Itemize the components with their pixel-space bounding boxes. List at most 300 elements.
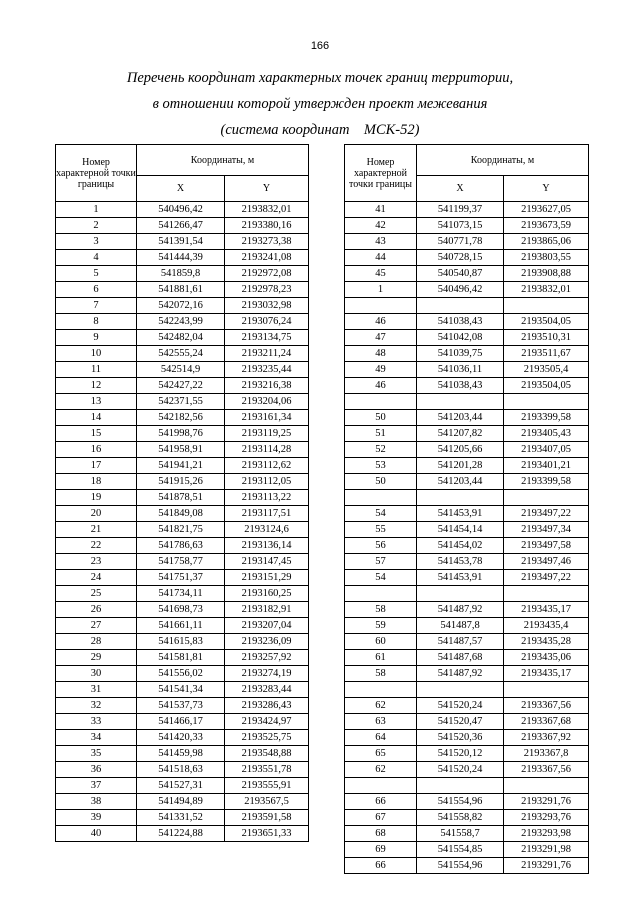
table-row [345, 394, 589, 410]
cell-y: 2193236,09 [225, 634, 309, 650]
cell-point-number: 32 [56, 698, 137, 714]
cell-y: 2193241,08 [225, 250, 309, 266]
cell-point-number: 69 [345, 842, 417, 858]
table-row [345, 730, 589, 746]
cell-point-number: 40 [56, 826, 137, 842]
cell-x [417, 490, 504, 506]
cell-x: 541487,8 [417, 618, 504, 634]
cell-point-number: 65 [345, 746, 417, 762]
cell-x: 541520,12 [417, 746, 504, 762]
cell-point-number: 63 [345, 714, 417, 730]
table-row [345, 442, 589, 458]
table-row [56, 762, 309, 778]
cell-x: 540771,78 [417, 234, 504, 250]
table-row [345, 602, 589, 618]
table-row [345, 762, 589, 778]
cell-y: 2193112,05 [225, 474, 309, 490]
cell-y: 2193567,5 [225, 794, 309, 810]
cell-y: 2193160,25 [225, 586, 309, 602]
table-row [56, 666, 309, 682]
column-header-y: Y [504, 176, 589, 202]
cell-x: 541487,92 [417, 602, 504, 618]
cell-point-number [345, 394, 417, 410]
cell-x: 541073,15 [417, 218, 504, 234]
cell-y: 2193435,17 [504, 602, 589, 618]
cell-point-number: 7 [56, 298, 137, 314]
cell-y: 2193525,75 [225, 730, 309, 746]
cell-point-number: 41 [345, 202, 417, 218]
cell-y: 2193551,78 [225, 762, 309, 778]
column-header-x: X [417, 176, 504, 202]
table-row [56, 602, 309, 618]
cell-point-number: 24 [56, 570, 137, 586]
cell-y: 2193114,28 [225, 442, 309, 458]
cell-point-number: 5 [56, 266, 137, 282]
table-body-left [56, 202, 309, 842]
cell-y: 2193401,21 [504, 458, 589, 474]
cell-x: 541203,44 [417, 410, 504, 426]
cell-y: 2193504,05 [504, 378, 589, 394]
table-row [56, 506, 309, 522]
cell-y: 2193274,19 [225, 666, 309, 682]
cell-y [504, 682, 589, 698]
cell-point-number: 31 [56, 682, 137, 698]
cell-y: 2193407,05 [504, 442, 589, 458]
cell-y: 2193435,17 [504, 666, 589, 682]
cell-x [417, 778, 504, 794]
table-row [345, 794, 589, 810]
cell-x: 541039,75 [417, 346, 504, 362]
cell-x: 542182,56 [137, 410, 225, 426]
cell-point-number: 62 [345, 762, 417, 778]
cell-point-number [345, 586, 417, 602]
cell-point-number: 53 [345, 458, 417, 474]
cell-y: 2193367,56 [504, 698, 589, 714]
table-row [345, 330, 589, 346]
cell-x: 541958,91 [137, 442, 225, 458]
table-row [345, 858, 589, 874]
table-row [56, 730, 309, 746]
cell-y: 2193286,43 [225, 698, 309, 714]
cell-y: 2193235,44 [225, 362, 309, 378]
table-row [56, 474, 309, 490]
cell-point-number: 49 [345, 362, 417, 378]
cell-y: 2193207,04 [225, 618, 309, 634]
table-row [345, 746, 589, 762]
cell-y: 2193908,88 [504, 266, 589, 282]
cell-point-number: 67 [345, 810, 417, 826]
cell-x: 541520,24 [417, 762, 504, 778]
cell-x [417, 586, 504, 602]
cell-point-number: 54 [345, 570, 417, 586]
cell-y: 2193803,55 [504, 250, 589, 266]
table-row [345, 250, 589, 266]
cell-y: 2192972,08 [225, 266, 309, 282]
cell-y: 2193216,38 [225, 378, 309, 394]
cell-x: 541459,98 [137, 746, 225, 762]
table-row [56, 490, 309, 506]
table-row [56, 746, 309, 762]
table-row [345, 282, 589, 298]
cell-x: 541556,02 [137, 666, 225, 682]
cell-x: 541941,21 [137, 458, 225, 474]
cell-y [504, 394, 589, 410]
cell-x: 541466,17 [137, 714, 225, 730]
cell-x: 541878,51 [137, 490, 225, 506]
cell-y: 2193405,43 [504, 426, 589, 442]
cell-x [417, 682, 504, 698]
cell-point-number: 62 [345, 698, 417, 714]
cell-x: 541420,33 [137, 730, 225, 746]
cell-x: 541554,85 [417, 842, 504, 858]
cell-x: 541520,24 [417, 698, 504, 714]
table-row [56, 570, 309, 586]
table-row [56, 346, 309, 362]
table-row [345, 426, 589, 442]
cell-y: 2193651,33 [225, 826, 309, 842]
table-row [56, 778, 309, 794]
cell-y: 2193505,4 [504, 362, 589, 378]
table-row [345, 634, 589, 650]
table-row [345, 378, 589, 394]
table-row [345, 826, 589, 842]
cell-point-number: 15 [56, 426, 137, 442]
cell-point-number: 12 [56, 378, 137, 394]
cell-x: 541554,96 [417, 858, 504, 874]
table-row [56, 522, 309, 538]
table-row [345, 506, 589, 522]
cell-x: 541453,91 [417, 506, 504, 522]
table-row [345, 234, 589, 250]
cell-point-number [345, 682, 417, 698]
coordinates-table-right [344, 144, 589, 874]
cell-y: 2193497,22 [504, 506, 589, 522]
cell-y: 2193435,28 [504, 634, 589, 650]
cell-x: 541541,34 [137, 682, 225, 698]
cell-point-number: 16 [56, 442, 137, 458]
cell-x: 541998,76 [137, 426, 225, 442]
cell-y: 2193204,06 [225, 394, 309, 410]
cell-point-number: 54 [345, 506, 417, 522]
table-row [56, 330, 309, 346]
cell-y [504, 490, 589, 506]
column-header-coordinates: Координаты, м [137, 145, 309, 176]
table-row [345, 682, 589, 698]
cell-point-number: 1 [56, 202, 137, 218]
cell-x: 541821,75 [137, 522, 225, 538]
table-row [345, 218, 589, 234]
cell-x: 541199,37 [417, 202, 504, 218]
cell-x: 541849,08 [137, 506, 225, 522]
table-row [56, 442, 309, 458]
cell-point-number: 37 [56, 778, 137, 794]
table-row [345, 298, 589, 314]
cell-x: 540496,42 [417, 282, 504, 298]
cell-point-number: 10 [56, 346, 137, 362]
cell-y: 2193117,51 [225, 506, 309, 522]
table-row [56, 218, 309, 234]
cell-point-number: 50 [345, 410, 417, 426]
cell-y: 2193076,24 [225, 314, 309, 330]
cell-y: 2193182,91 [225, 602, 309, 618]
cell-point-number: 66 [345, 794, 417, 810]
cell-point-number: 64 [345, 730, 417, 746]
cell-point-number: 21 [56, 522, 137, 538]
table-row [345, 810, 589, 826]
cell-point-number: 46 [345, 314, 417, 330]
table-row [56, 618, 309, 634]
cell-y: 2193257,92 [225, 650, 309, 666]
cell-point-number [345, 490, 417, 506]
table-row [56, 586, 309, 602]
table-row [345, 458, 589, 474]
cell-point-number: 11 [56, 362, 137, 378]
table-row [56, 234, 309, 250]
cell-x: 541615,83 [137, 634, 225, 650]
cell-point-number: 45 [345, 266, 417, 282]
table-row [56, 282, 309, 298]
cell-y: 2193136,14 [225, 538, 309, 554]
cell-point-number: 48 [345, 346, 417, 362]
cell-x: 541391,54 [137, 234, 225, 250]
cell-point-number: 33 [56, 714, 137, 730]
cell-x: 541751,37 [137, 570, 225, 586]
cell-y: 2193367,56 [504, 762, 589, 778]
cell-y: 2193832,01 [504, 282, 589, 298]
cell-x: 541734,11 [137, 586, 225, 602]
table-row [345, 570, 589, 586]
cell-point-number: 36 [56, 762, 137, 778]
cell-x: 542243,99 [137, 314, 225, 330]
cell-y [504, 586, 589, 602]
cell-y [504, 778, 589, 794]
cell-y: 2193134,75 [225, 330, 309, 346]
cell-y: 2193591,58 [225, 810, 309, 826]
cell-point-number: 19 [56, 490, 137, 506]
cell-point-number: 22 [56, 538, 137, 554]
table-row [345, 474, 589, 490]
cell-point-number: 26 [56, 602, 137, 618]
cell-point-number: 28 [56, 634, 137, 650]
coordinates-table-left [55, 144, 309, 842]
cell-y: 2193510,31 [504, 330, 589, 346]
table-body-right [345, 202, 589, 874]
cell-point-number: 18 [56, 474, 137, 490]
table-row [56, 410, 309, 426]
cell-point-number: 35 [56, 746, 137, 762]
cell-x: 541758,77 [137, 554, 225, 570]
table-row [56, 698, 309, 714]
cell-y: 2193273,38 [225, 234, 309, 250]
cell-y: 2193367,68 [504, 714, 589, 730]
cell-y: 2193497,22 [504, 570, 589, 586]
table-row [345, 522, 589, 538]
cell-x: 541494,89 [137, 794, 225, 810]
cell-y: 2193119,25 [225, 426, 309, 442]
cell-x: 541207,82 [417, 426, 504, 442]
cell-x: 541881,61 [137, 282, 225, 298]
cell-y: 2193211,24 [225, 346, 309, 362]
cell-y [504, 298, 589, 314]
cell-y: 2193161,34 [225, 410, 309, 426]
cell-point-number: 3 [56, 234, 137, 250]
table-row [345, 586, 589, 602]
cell-point-number: 1 [345, 282, 417, 298]
cell-x: 541444,39 [137, 250, 225, 266]
cell-point-number: 58 [345, 666, 417, 682]
cell-x: 541453,78 [417, 554, 504, 570]
cell-x: 541038,43 [417, 378, 504, 394]
cell-x: 541915,26 [137, 474, 225, 490]
cell-point-number: 27 [56, 618, 137, 634]
cell-x: 541331,52 [137, 810, 225, 826]
cell-y: 2193147,45 [225, 554, 309, 570]
cell-x: 541036,11 [417, 362, 504, 378]
cell-x: 541537,73 [137, 698, 225, 714]
cell-x: 541205,66 [417, 442, 504, 458]
cell-point-number: 29 [56, 650, 137, 666]
cell-point-number: 34 [56, 730, 137, 746]
cell-x: 541266,47 [137, 218, 225, 234]
cell-x: 541042,08 [417, 330, 504, 346]
cell-point-number: 68 [345, 826, 417, 842]
cell-point-number: 57 [345, 554, 417, 570]
cell-x: 541487,68 [417, 650, 504, 666]
cell-point-number: 58 [345, 602, 417, 618]
table-row [56, 202, 309, 218]
cell-x: 541558,82 [417, 810, 504, 826]
document-title-line-3: (система координат МСК-52) [220, 122, 420, 138]
cell-y: 2193112,62 [225, 458, 309, 474]
cell-x: 541454,14 [417, 522, 504, 538]
cell-y: 2193283,44 [225, 682, 309, 698]
cell-x: 542072,16 [137, 298, 225, 314]
document-title-line-2: в отношении которой утвержден проект межевания [152, 96, 488, 112]
cell-point-number: 52 [345, 442, 417, 458]
cell-x [417, 394, 504, 410]
cell-y: 2193399,58 [504, 474, 589, 490]
cell-x: 542482,04 [137, 330, 225, 346]
cell-y: 2193435,06 [504, 650, 589, 666]
table-row [56, 826, 309, 842]
column-header-coordinates: Координаты, м [417, 145, 589, 176]
cell-x: 541554,96 [417, 794, 504, 810]
table-row [56, 266, 309, 282]
cell-y: 2193291,76 [504, 794, 589, 810]
table-row [345, 314, 589, 330]
cell-point-number: 59 [345, 618, 417, 634]
cell-point-number: 60 [345, 634, 417, 650]
cell-point-number: 6 [56, 282, 137, 298]
table-row [56, 394, 309, 410]
cell-y: 2193832,01 [225, 202, 309, 218]
cell-x: 540496,42 [137, 202, 225, 218]
table-row [345, 362, 589, 378]
cell-x: 541454,02 [417, 538, 504, 554]
cell-point-number: 25 [56, 586, 137, 602]
cell-x: 541038,43 [417, 314, 504, 330]
table-row [56, 634, 309, 650]
cell-x: 541520,47 [417, 714, 504, 730]
table-row [56, 650, 309, 666]
cell-y: 2193032,98 [225, 298, 309, 314]
cell-y: 2193497,34 [504, 522, 589, 538]
table-row [345, 538, 589, 554]
cell-point-number: 50 [345, 474, 417, 490]
table-row [56, 554, 309, 570]
cell-x: 541203,44 [417, 474, 504, 490]
cell-y: 2193497,58 [504, 538, 589, 554]
cell-x: 541527,31 [137, 778, 225, 794]
cell-x: 541518,63 [137, 762, 225, 778]
table-row [56, 810, 309, 826]
cell-point-number: 42 [345, 218, 417, 234]
cell-y: 2193673,59 [504, 218, 589, 234]
cell-y: 2193435,4 [504, 618, 589, 634]
cell-x [417, 298, 504, 314]
cell-point-number: 9 [56, 330, 137, 346]
cell-y: 2193113,22 [225, 490, 309, 506]
cell-x: 541453,91 [417, 570, 504, 586]
cell-point-number: 43 [345, 234, 417, 250]
column-header-point-number: Номер характерной точки границы [56, 145, 137, 202]
table-row [56, 314, 309, 330]
cell-y: 2193293,76 [504, 810, 589, 826]
cell-point-number: 51 [345, 426, 417, 442]
table-row [56, 298, 309, 314]
cell-point-number: 14 [56, 410, 137, 426]
cell-point-number: 38 [56, 794, 137, 810]
column-header-point-number: Номер характерной точки границы [345, 145, 417, 202]
table-row [345, 842, 589, 858]
table-row [345, 698, 589, 714]
cell-y: 2193627,05 [504, 202, 589, 218]
cell-y: 2193424,97 [225, 714, 309, 730]
cell-x: 541859,8 [137, 266, 225, 282]
cell-y: 2193497,46 [504, 554, 589, 570]
cell-y: 2193151,29 [225, 570, 309, 586]
cell-y: 2193555,91 [225, 778, 309, 794]
cell-y: 2192978,23 [225, 282, 309, 298]
cell-point-number: 13 [56, 394, 137, 410]
cell-point-number: 4 [56, 250, 137, 266]
cell-x: 542555,24 [137, 346, 225, 362]
cell-x: 541520,36 [417, 730, 504, 746]
table-row [56, 794, 309, 810]
cell-point-number: 61 [345, 650, 417, 666]
cell-point-number: 56 [345, 538, 417, 554]
table-row [56, 250, 309, 266]
cell-point-number: 55 [345, 522, 417, 538]
cell-x: 542371,55 [137, 394, 225, 410]
page-number: 166 [310, 40, 330, 52]
cell-x: 541558,7 [417, 826, 504, 842]
table-row [56, 426, 309, 442]
column-header-y: Y [225, 176, 309, 202]
document-title-line-1: Перечень координат характерных точек границ территории, [126, 70, 514, 86]
cell-y: 2193504,05 [504, 314, 589, 330]
cell-point-number: 2 [56, 218, 137, 234]
cell-point-number [345, 298, 417, 314]
cell-y: 2193380,16 [225, 218, 309, 234]
cell-x: 542514,9 [137, 362, 225, 378]
cell-point-number: 17 [56, 458, 137, 474]
cell-point-number: 44 [345, 250, 417, 266]
cell-x: 541201,28 [417, 458, 504, 474]
cell-x: 541698,73 [137, 602, 225, 618]
cell-y: 2193865,06 [504, 234, 589, 250]
cell-x: 541786,63 [137, 538, 225, 554]
